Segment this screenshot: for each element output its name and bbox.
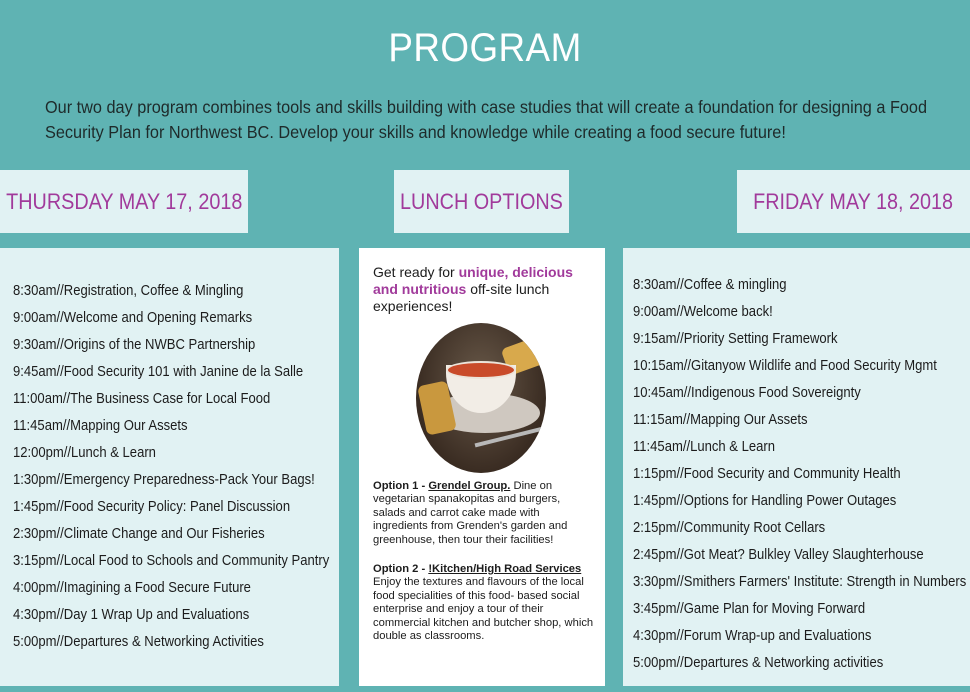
friday-heading bbox=[737, 170, 970, 233]
schedule-item: 9:15am//Priority Setting Framework bbox=[633, 331, 838, 347]
schedule-item: 10:45am//Indigenous Food Sovereignty bbox=[633, 385, 861, 401]
schedule-item: 8:30am//Coffee & mingling bbox=[633, 277, 787, 293]
schedule-item: 4:00pm//Imagining a Food Secure Future bbox=[13, 580, 251, 596]
schedule-item: 2:15pm//Community Root Cellars bbox=[633, 520, 826, 536]
schedule-item: 11:45am//Mapping Our Assets bbox=[13, 418, 188, 434]
lunch-intro-pre: Get ready for bbox=[373, 264, 459, 280]
schedule-item: 12:00pm//Lunch & Learn bbox=[13, 445, 156, 461]
schedule-item: 8:30am//Registration, Coffee & Mingling bbox=[13, 283, 244, 299]
lunch-option-1 bbox=[373, 480, 595, 547]
lunch-intro-post: off-site lunch experiences! bbox=[373, 281, 550, 314]
option-2-text: Enjoy the textures and flavours of the local food specialities of this food- based social enterprise and enjoy a tour of their commercial kitchen and butcher shop, which double as classrooms. bbox=[373, 576, 594, 643]
thursday-heading bbox=[0, 170, 248, 233]
schedule-item: 9:00am//Welcome and Opening Remarks bbox=[13, 310, 253, 326]
option-2-name: !Kitchen/High Road Services bbox=[428, 563, 582, 575]
schedule-item: 11:00am//The Business Case for Local Food bbox=[13, 391, 271, 407]
schedule-item: 11:45am//Lunch & Learn bbox=[633, 439, 775, 455]
thursday-heading-label: THURSDAY MAY 17, 2018 bbox=[5, 188, 243, 214]
friday-schedule-panel bbox=[623, 248, 970, 686]
schedule-item: 1:15pm//Food Security and Community Health bbox=[633, 466, 901, 482]
thursday-schedule-list bbox=[13, 278, 364, 656]
schedule-item: 5:00pm//Departures & Networking Activities bbox=[13, 634, 264, 650]
lunch-intro-highlight: unique, delicious and nutritious bbox=[373, 264, 573, 297]
schedule-item: 2:45pm//Got Meat? Bulkley Valley Slaughterhouse bbox=[633, 547, 924, 563]
schedule-item: 1:45pm//Food Security Policy: Panel Discussion bbox=[13, 499, 291, 515]
schedule-item: 10:15am//Gitanyow Wildlife and Food Security Mgmt bbox=[633, 358, 937, 374]
schedule-item: 11:15am//Mapping Our Assets bbox=[633, 412, 808, 428]
lunch-option-2 bbox=[373, 563, 595, 643]
schedule-item: 1:45pm//Options for Handling Power Outages bbox=[633, 493, 897, 509]
lunch-heading-label: LUNCH OPTIONS bbox=[400, 188, 563, 214]
schedule-item: 9:00am//Welcome back! bbox=[633, 304, 773, 320]
schedule-item: 4:30pm//Forum Wrap-up and Evaluations bbox=[633, 628, 872, 644]
schedule-item: 1:30pm//Emergency Preparedness-Pack Your Bags! bbox=[13, 472, 315, 488]
schedule-item: 3:45pm//Game Plan for Moving Forward bbox=[633, 601, 866, 617]
lunch-heading bbox=[394, 170, 569, 233]
soup-and-bread-photo bbox=[416, 323, 546, 473]
lunch-intro bbox=[373, 264, 593, 315]
schedule-item: 9:30am//Origins of the NWBC Partnership bbox=[13, 337, 256, 353]
schedule-item: 2:30pm//Climate Change and Our Fisheries bbox=[13, 526, 265, 542]
friday-heading-label: FRIDAY MAY 18, 2018 bbox=[753, 188, 954, 214]
option-1-text: Dine on vegetarian spanakopitas and burgers, salads and carrot cake made with ingredients from Grenden's garden and greenhouse, then tour their facilities! bbox=[373, 480, 568, 546]
schedule-item: 3:15pm//Local Food to Schools and Community Pantry bbox=[13, 553, 330, 569]
thursday-schedule-panel bbox=[0, 248, 339, 686]
option-2-label: Option 2 - bbox=[373, 563, 429, 575]
schedule-item: 4:30pm//Day 1 Wrap Up and Evaluations bbox=[13, 607, 250, 623]
schedule-item: 5:00pm//Departures & Networking activities bbox=[633, 655, 884, 671]
schedule-item: 3:30pm//Smithers Farmers' Institute: Strength in Numbers bbox=[633, 574, 967, 590]
program-intro: Our two day program combines tools and skills building with case studies that will create a foundation for designing a Food Security Plan for Northwest BC. Develop your skills and knowledge while creating a food secure future! bbox=[45, 97, 928, 142]
lunch-options-panel bbox=[359, 248, 605, 686]
option-1-label: Option 1 - bbox=[373, 480, 429, 492]
schedule-item: 9:45am//Food Security 101 with Janine de la Salle bbox=[13, 364, 304, 380]
friday-schedule-list bbox=[633, 272, 970, 677]
page-title: PROGRAM bbox=[388, 26, 582, 70]
option-1-name: Grendel Group. bbox=[428, 480, 511, 492]
soup-shape bbox=[446, 361, 516, 379]
